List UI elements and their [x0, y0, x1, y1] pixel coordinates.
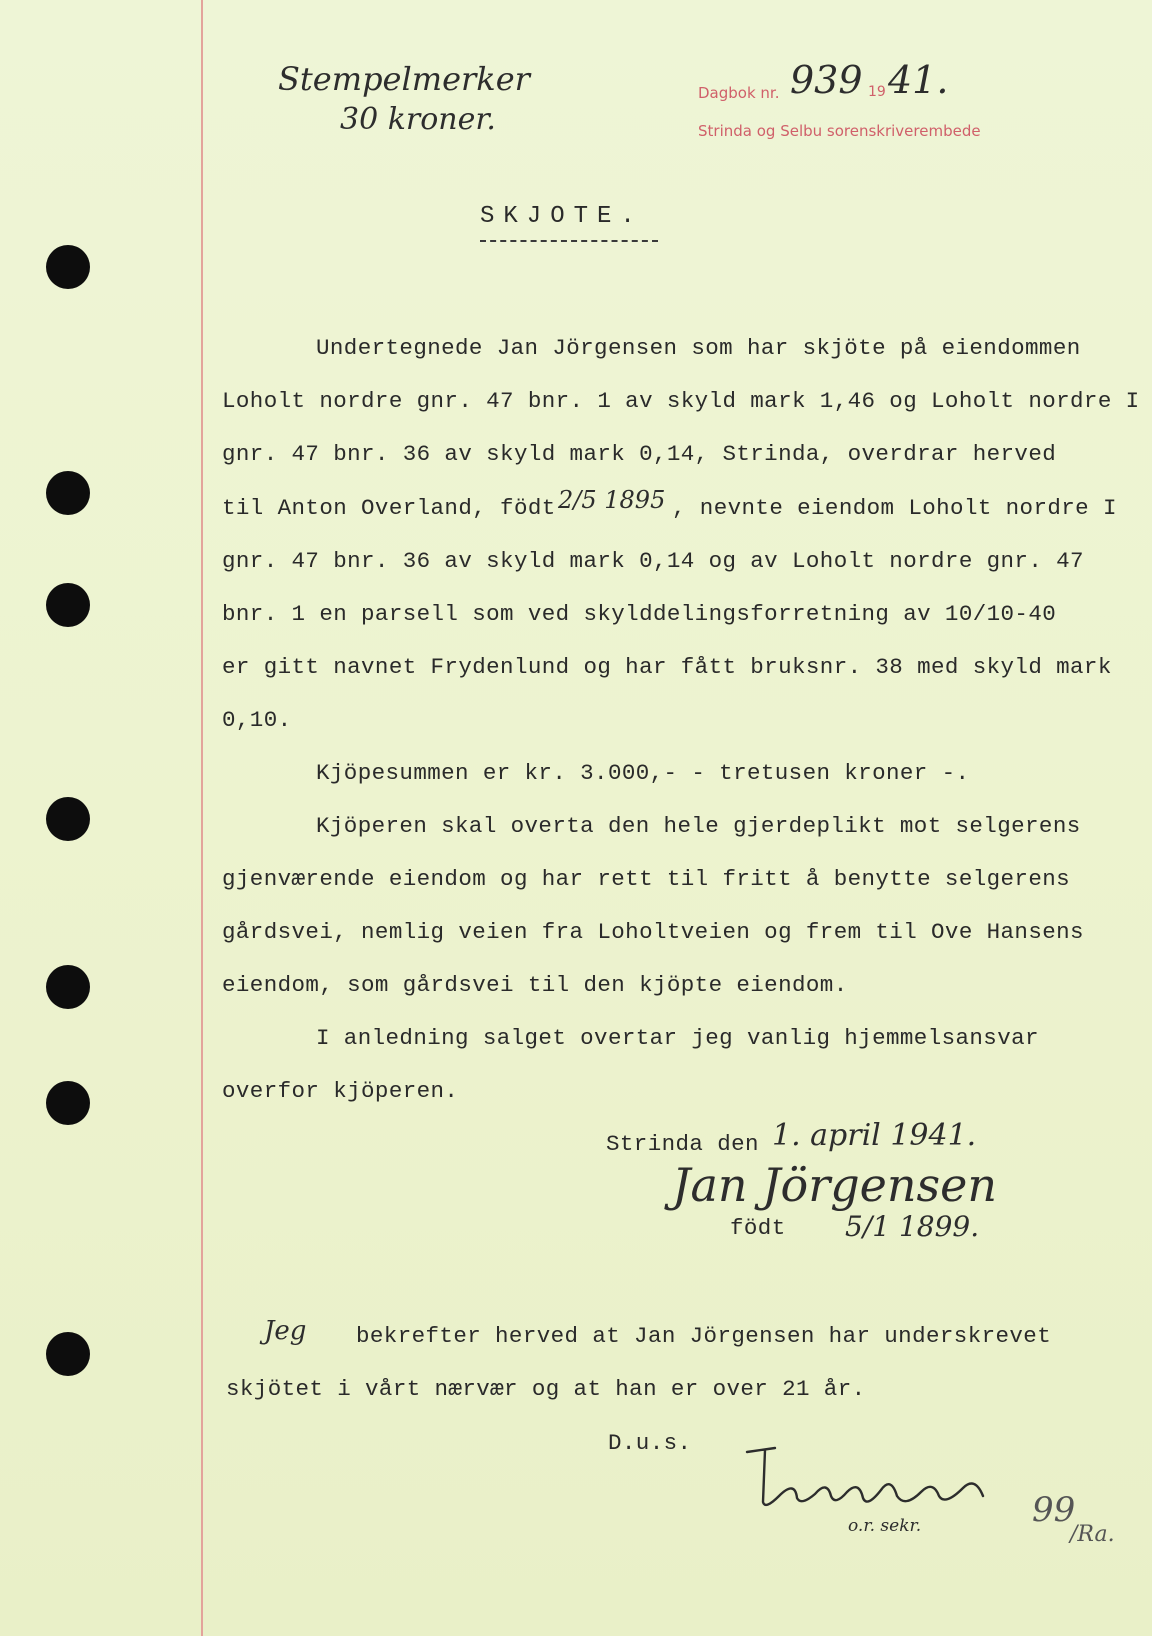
margin-rule — [201, 0, 203, 1636]
body-line: bnr. 1 en parsell som ved skylddelingsforretning av 10/10-40 — [222, 601, 1057, 627]
body-line: gårdsvei, nemlig veien fra Loholtveien og frem til Ove Hansens — [222, 919, 1084, 945]
body-line: gnr. 47 bnr. 36 av skyld mark 0,14 og av Loholt nordre gnr. 47 — [222, 548, 1084, 574]
seller-born-date: 5/1 1899. — [845, 1210, 980, 1243]
body-line: I anledning salget overtar jeg vanlig hjemmelsansvar — [316, 1025, 1039, 1051]
punch-hole — [46, 797, 90, 841]
stamp-year: 41. — [888, 58, 949, 102]
punch-hole — [46, 245, 90, 289]
body-line: , nevnte eiendom Loholt nordre I — [672, 495, 1117, 521]
witness-handwritten-prefix: Jeg — [264, 1316, 307, 1346]
body-line: Kjöperen skal overta den hele gjerdeplikt mot selgerens — [316, 813, 1081, 839]
stamp-year-prefix: 19 — [868, 84, 886, 100]
dus-closing: D.u.s. — [608, 1430, 692, 1456]
punch-hole — [46, 965, 90, 1009]
stamp-prefix: Dagbok nr. — [698, 84, 780, 102]
corner-note-ref: /Ra. — [1070, 1522, 1115, 1547]
witness-line: skjötet i vårt nærvær og at han er over 21 år. — [226, 1376, 866, 1402]
body-line: gjenværende eiendom og har rett til fritt å benytte selgerens — [222, 866, 1071, 892]
witness-title: o.r. sekr. — [848, 1516, 922, 1536]
document-title: SKJOTE. — [480, 203, 644, 230]
punch-hole — [46, 1081, 90, 1125]
title-underline — [480, 240, 658, 242]
body-line: er gitt navnet Frydenlund og har fått bruksnr. 38 med skyld mark — [222, 654, 1112, 680]
handwritten-birth-date: 2/5 1895 — [558, 486, 666, 514]
stamp-number: 939 — [790, 58, 863, 102]
body-line: Undertegnede Jan Jörgensen som har skjöte på eiendommen — [316, 335, 1081, 361]
place-date-typed: Strinda den — [606, 1131, 759, 1157]
witness-line: bekrefter herved at Jan Jörgensen har underskrevet — [356, 1323, 1052, 1349]
body-line: gnr. 47 bnr. 36 av skyld mark 0,14, Strinda, overdrar herved — [222, 441, 1057, 467]
margin-note-amount: 30 kroner. — [340, 102, 496, 137]
punch-hole — [46, 471, 90, 515]
body-line: til Anton Overland, födt — [222, 495, 556, 521]
body-line: Kjöpesummen er kr. 3.000,- - tretusen kroner -. — [316, 760, 970, 786]
body-line: eiendom, som gårdsvei til den kjöpte eiendom. — [222, 972, 848, 998]
body-line: Loholt nordre gnr. 47 bnr. 1 av skyld mark 1,46 og Loholt nordre I — [222, 388, 1140, 414]
born-label: födt — [730, 1215, 786, 1241]
body-line: overfor kjöperen. — [222, 1078, 459, 1104]
place-date-handwritten: 1. april 1941. — [772, 1118, 977, 1153]
punch-hole — [46, 1332, 90, 1376]
seller-signature: Jan Jörgensen — [672, 1158, 997, 1212]
margin-note-stamps: Stempelmerker — [278, 60, 530, 98]
corner-note: 99 — [1032, 1490, 1076, 1530]
punch-hole — [46, 583, 90, 627]
body-line: 0,10. — [222, 707, 292, 733]
stamp-office: Strinda og Selbu sorenskriverembede — [698, 122, 981, 140]
